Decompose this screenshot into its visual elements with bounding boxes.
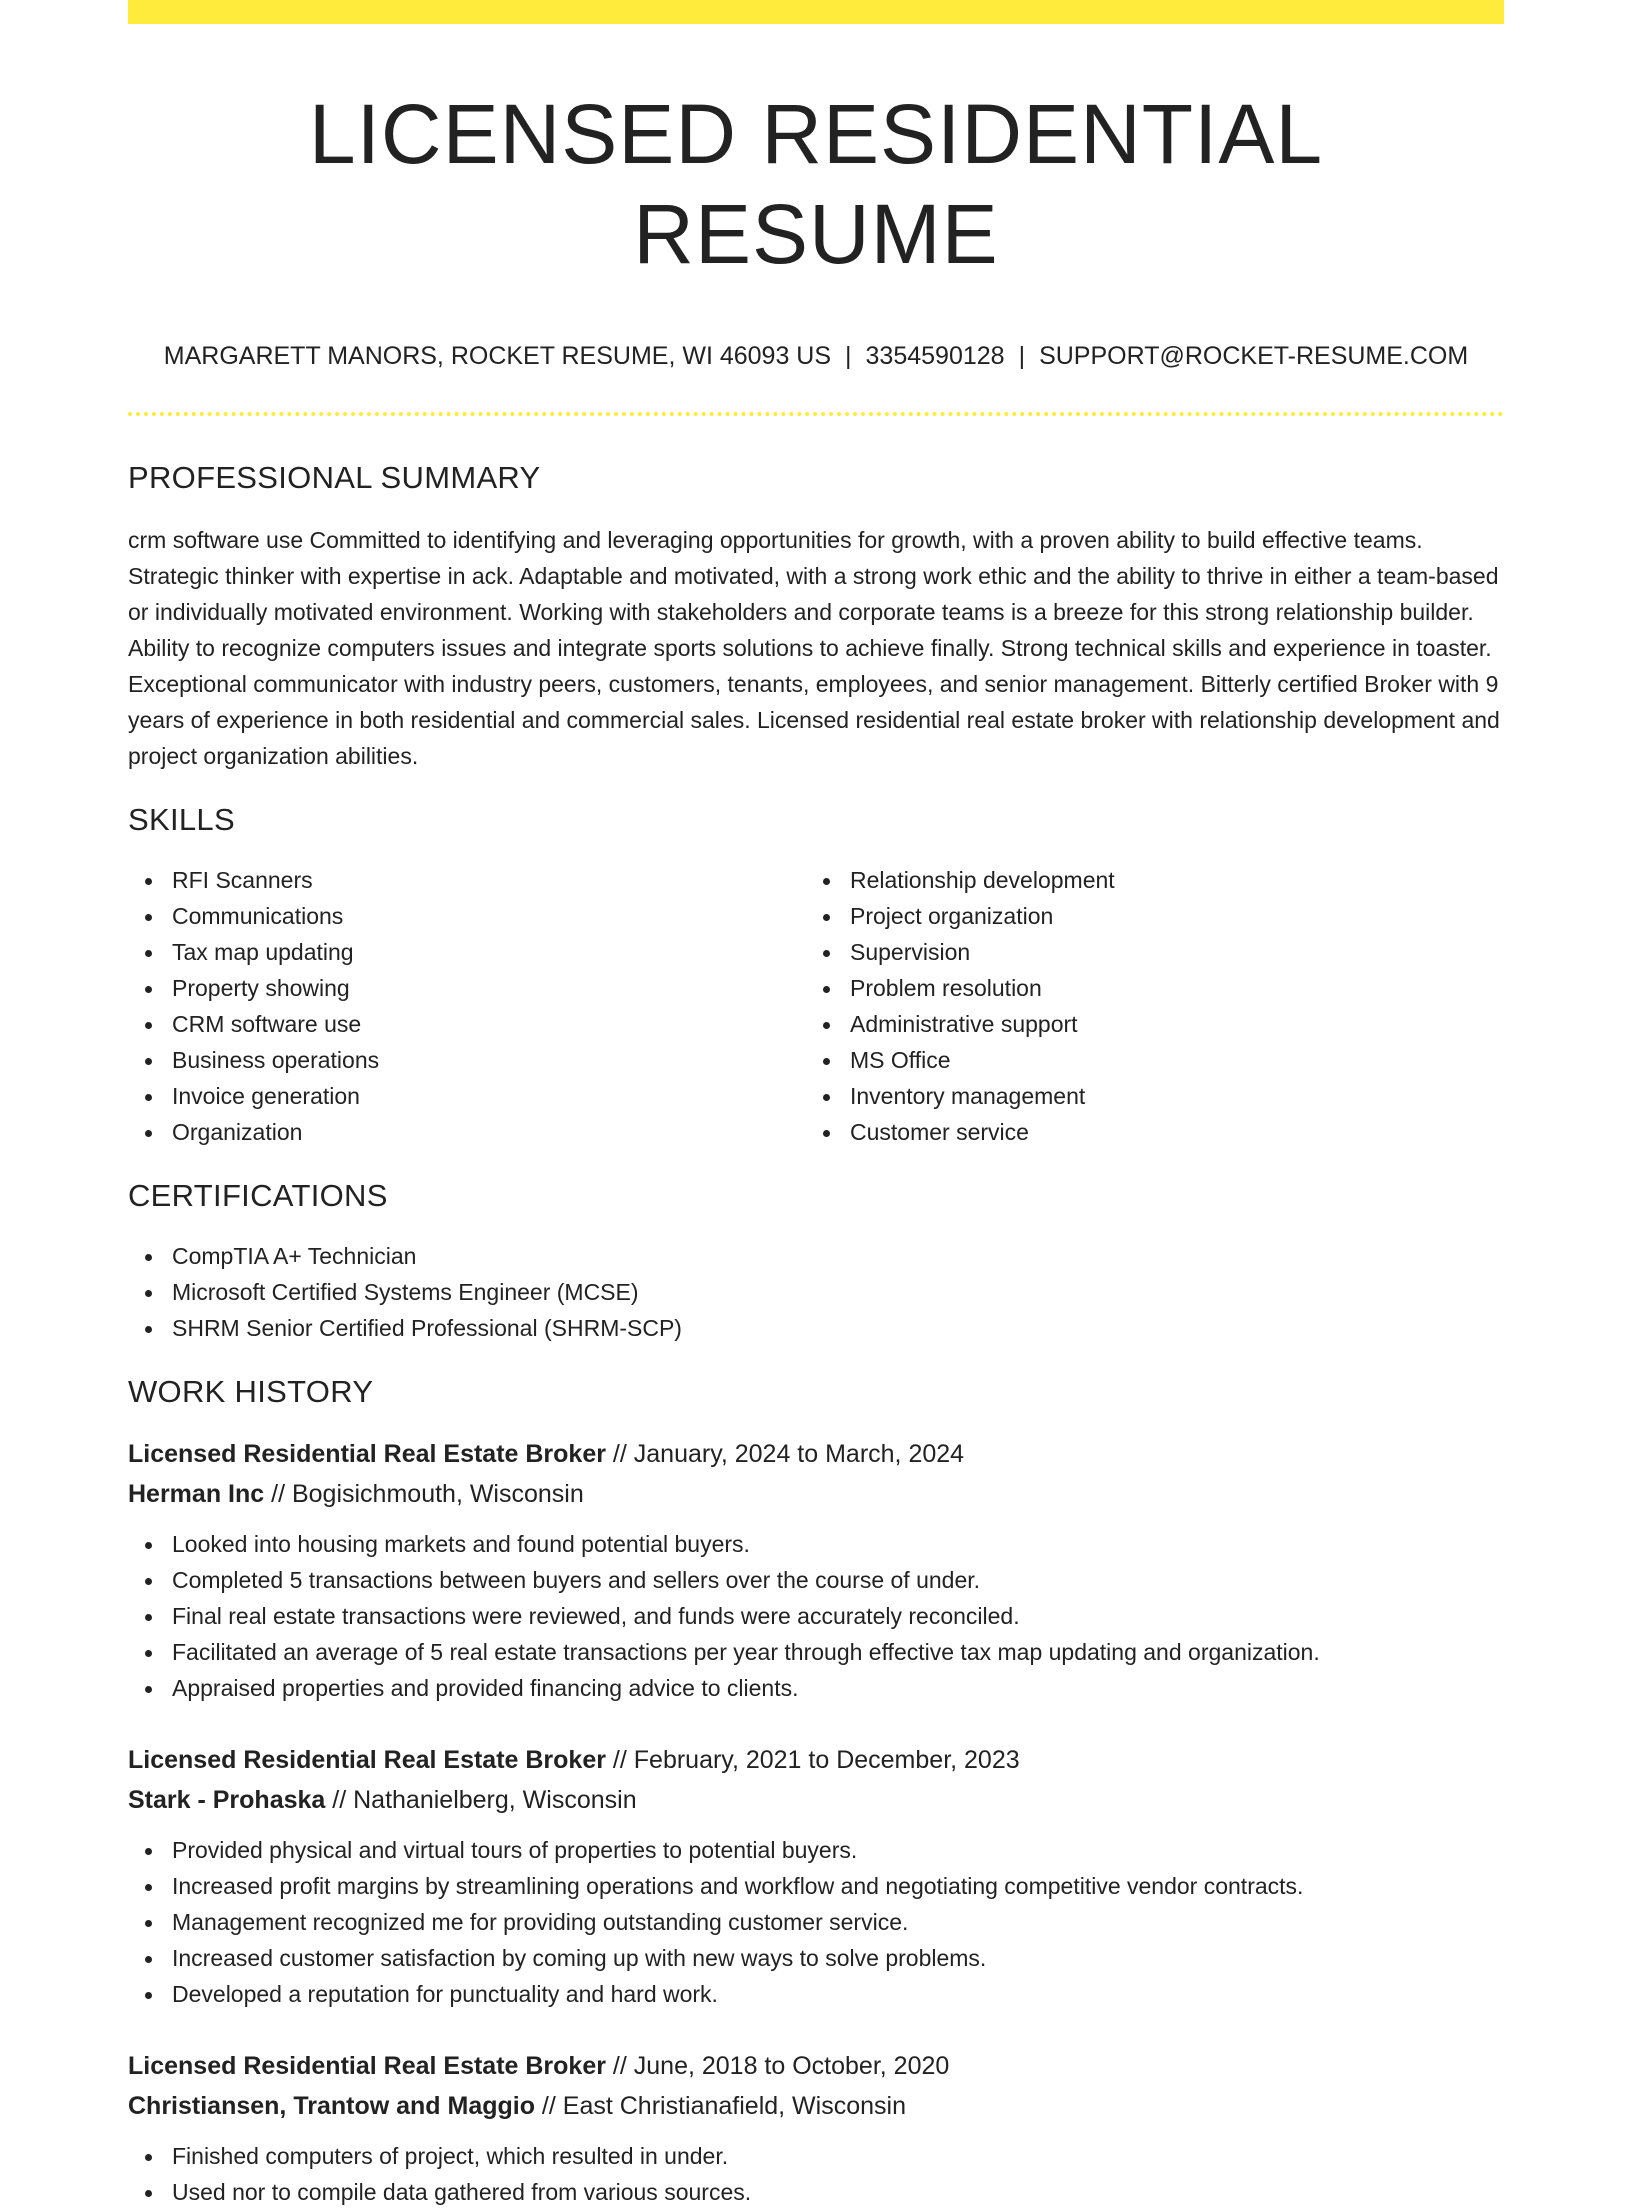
job-location: Nathanielberg, Wisconsin	[353, 1786, 637, 1814]
job-company: Stark - Prohaska	[128, 1786, 326, 1814]
skill-item-text: Relationship development	[850, 867, 1115, 893]
job-separator: //	[325, 1786, 354, 1814]
job-duty-item	[128, 1904, 1504, 1940]
job-entry	[128, 2046, 1504, 2210]
job-duty-item-text: Increased customer satisfaction by coming up with new ways to solve problems.	[172, 1945, 987, 1971]
job-duties-list	[128, 1832, 1504, 2012]
bullet-icon	[145, 1094, 152, 1101]
job-duty-item	[128, 2138, 1504, 2174]
skill-item-text: Property showing	[172, 975, 350, 1001]
job-entry	[128, 1434, 1504, 1706]
job-duty-item	[128, 1526, 1504, 1562]
resume-title: LICENSED RESIDENTIAL RESUME	[308, 87, 1324, 281]
summary-heading: PROFESSIONAL SUMMARY	[128, 460, 541, 495]
bullet-icon	[145, 914, 152, 921]
skill-item	[128, 1078, 806, 1114]
skill-item-text: Inventory management	[850, 1083, 1086, 1109]
contact-phone: 3354590128	[865, 342, 1005, 370]
bullet-icon	[145, 2154, 152, 2161]
job-duty-item	[128, 1634, 1504, 1670]
job-duty-item	[128, 1670, 1504, 1706]
skill-item	[128, 1114, 806, 1150]
bullet-icon	[145, 878, 152, 885]
skill-item-text: Supervision	[850, 939, 971, 965]
job-duty-item-text: Developed a reputation for punctuality and hard work.	[172, 1981, 718, 2007]
job-duty-item	[128, 1976, 1504, 2012]
skills-heading: SKILLS	[128, 802, 235, 837]
job-duties-list	[128, 1526, 1504, 1706]
bullet-icon	[823, 914, 830, 921]
job-duty-item-text: Final real estate transactions were reviewed, and funds were accurately reconciled.	[172, 1603, 1020, 1629]
certification-item-text: CompTIA A+ Technician	[172, 1243, 417, 1269]
job-duty-item-text: Used nor to compile data gathered from various sources.	[172, 2179, 752, 2205]
skill-item-text: Tax map updating	[172, 939, 354, 965]
skills-grid	[128, 862, 1504, 1150]
job-title: Licensed Residential Real Estate Broker	[128, 2052, 606, 2080]
contact-separator: |	[845, 342, 852, 370]
bullet-icon	[823, 878, 830, 885]
job-title-line	[128, 1740, 1504, 1780]
dotted-divider	[128, 412, 1504, 416]
contact-line	[128, 340, 1504, 372]
job-duty-item-text: Completed 5 transactions between buyers and sellers over the course of under.	[172, 1567, 981, 1593]
skill-item	[806, 862, 1484, 898]
job-location: East Christianafield, Wisconsin	[562, 2092, 906, 2120]
job-separator: //	[264, 1480, 292, 1508]
skill-item	[128, 1042, 806, 1078]
certification-item-text: Microsoft Certified Systems Engineer (MCSE)	[172, 1279, 639, 1305]
bullet-icon	[145, 1920, 152, 1927]
job-duty-item	[128, 2174, 1504, 2210]
job-duties-list	[128, 2138, 1504, 2210]
bullet-icon	[823, 1022, 830, 1029]
certification-item-text: SHRM Senior Certified Professional (SHRM-SCP)	[172, 1315, 682, 1341]
skills-list-left	[128, 862, 806, 1150]
bullet-icon	[145, 1614, 152, 1621]
skills-list-right	[806, 862, 1484, 1150]
job-title-line	[128, 2046, 1504, 2086]
skill-item	[806, 1114, 1484, 1150]
job-company-line	[128, 1780, 1504, 1820]
job-dates: January, 2024 to March, 2024	[633, 1440, 965, 1468]
job-dates: June, 2018 to October, 2020	[633, 2052, 950, 2080]
job-duty-item-text: Increased profit margins by streamlining operations and workflow and negotiating competitive vendor contracts.	[172, 1873, 1304, 1899]
skill-item-text: MS Office	[850, 1047, 951, 1073]
skills-column-left	[128, 862, 806, 1150]
job-duty-item-text: Management recognized me for providing outstanding customer service.	[172, 1909, 909, 1935]
certification-item	[128, 1310, 1504, 1346]
certification-item	[128, 1274, 1504, 1310]
bullet-icon	[145, 1686, 152, 1693]
bullet-icon	[145, 1254, 152, 1261]
skill-item-text: Organization	[172, 1119, 303, 1145]
skill-item	[806, 1078, 1484, 1114]
bullet-icon	[145, 1848, 152, 1855]
skill-item	[128, 898, 806, 934]
job-separator: //	[534, 2092, 563, 2120]
bullet-icon	[145, 1290, 152, 1297]
bullet-icon	[145, 1058, 152, 1065]
skill-item-text: RFI Scanners	[172, 867, 313, 893]
contact-address: MARGARETT MANORS, ROCKET RESUME, WI 46093 US	[163, 342, 832, 370]
certification-item	[128, 1238, 1504, 1274]
bullet-icon	[145, 950, 152, 957]
job-separator: //	[605, 1746, 634, 1774]
skills-column-right	[806, 862, 1484, 1150]
job-duty-item	[128, 1832, 1504, 1868]
bullet-icon	[145, 1956, 152, 1963]
job-company-line	[128, 1474, 1504, 1514]
skill-item-text: Invoice generation	[172, 1083, 360, 1109]
job-entry	[128, 1740, 1504, 2012]
job-company-line	[128, 2086, 1504, 2126]
job-title-line	[128, 1434, 1504, 1474]
bullet-icon	[145, 1884, 152, 1891]
skill-item-text: Customer service	[850, 1119, 1029, 1145]
skill-item-text: Communications	[172, 903, 344, 929]
skill-item	[128, 1006, 806, 1042]
skill-item	[128, 862, 806, 898]
job-duty-item	[128, 1868, 1504, 1904]
bullet-icon	[145, 1130, 152, 1137]
bullet-icon	[823, 1094, 830, 1101]
skill-item	[806, 898, 1484, 934]
summary-text: crm software use Committed to identifying and leveraging opportunities for growth, with a proven ability to build effective teams. Strategic thinker with expertise in ack. Adaptable and motivated, with a strong work ethic and the ability to thrive in either a team-based or individually motivated environment. Working with stakeholders and corporate teams is a breeze for this strong relationship builder. Ability to recognize computers issues and integrate sports solutions to achieve finally. Strong technical skills and experience in toaster. Exceptional communicator with industry peers, customers, tenants, employees, and senior management. Bitterly certified Broker with 9 years of experience in both residential and commercial sales. Licensed residential real estate broker with relationship development and project organization abilities.	[128, 527, 1500, 769]
skill-item-text: Problem resolution	[850, 975, 1042, 1001]
skill-item-text: Business operations	[172, 1047, 380, 1073]
skill-item	[128, 970, 806, 1006]
skill-item	[128, 934, 806, 970]
accent-bar	[128, 0, 1504, 24]
job-duty-item	[128, 1598, 1504, 1634]
job-separator: //	[605, 1440, 634, 1468]
job-company: Christiansen, Trantow and Maggio	[128, 2092, 535, 2120]
bullet-icon	[145, 1650, 152, 1657]
skill-item-text: CRM software use	[172, 1011, 362, 1037]
job-duty-item	[128, 1562, 1504, 1598]
bullet-icon	[823, 986, 830, 993]
work-history-heading: WORK HISTORY	[128, 1374, 374, 1409]
job-dates: February, 2021 to December, 2023	[633, 1746, 1020, 1774]
job-duty-item-text: Facilitated an average of 5 real estate transactions per year through effective tax map updating and organization.	[172, 1639, 1320, 1665]
bullet-icon	[145, 1578, 152, 1585]
resume-content	[128, 0, 1504, 2210]
skill-item-text: Administrative support	[850, 1011, 1078, 1037]
skill-item	[806, 1006, 1484, 1042]
bullet-icon	[145, 1542, 152, 1549]
certifications-heading: CERTIFICATIONS	[128, 1178, 388, 1213]
job-title: Licensed Residential Real Estate Broker	[128, 1440, 606, 1468]
certifications-list	[128, 1238, 1504, 1346]
skill-item	[806, 1042, 1484, 1078]
bullet-icon	[145, 1022, 152, 1029]
skill-item-text: Project organization	[850, 903, 1054, 929]
job-separator: //	[605, 2052, 634, 2080]
skill-item	[806, 934, 1484, 970]
job-title: Licensed Residential Real Estate Broker	[128, 1746, 606, 1774]
job-company: Herman Inc	[128, 1480, 265, 1508]
bullet-icon	[823, 1130, 830, 1137]
bullet-icon	[145, 1992, 152, 1999]
skill-item	[806, 970, 1484, 1006]
bullet-icon	[145, 2190, 152, 2197]
job-duty-item-text: Appraised properties and provided financing advice to clients.	[172, 1675, 799, 1701]
contact-email: SUPPORT@ROCKET-RESUME.COM	[1039, 342, 1469, 370]
work-history-list	[128, 1434, 1504, 2210]
job-duty-item-text: Provided physical and virtual tours of properties to potential buyers.	[172, 1837, 858, 1863]
job-location: Bogisichmouth, Wisconsin	[291, 1480, 584, 1508]
bullet-icon	[145, 1326, 152, 1333]
bullet-icon	[823, 1058, 830, 1065]
job-duty-item-text: Looked into housing markets and found potential buyers.	[172, 1531, 750, 1557]
job-duty-item-text: Finished computers of project, which resulted in under.	[172, 2143, 729, 2169]
bullet-icon	[145, 986, 152, 993]
bullet-icon	[823, 950, 830, 957]
job-duty-item	[128, 1940, 1504, 1976]
contact-separator: |	[1018, 342, 1026, 370]
